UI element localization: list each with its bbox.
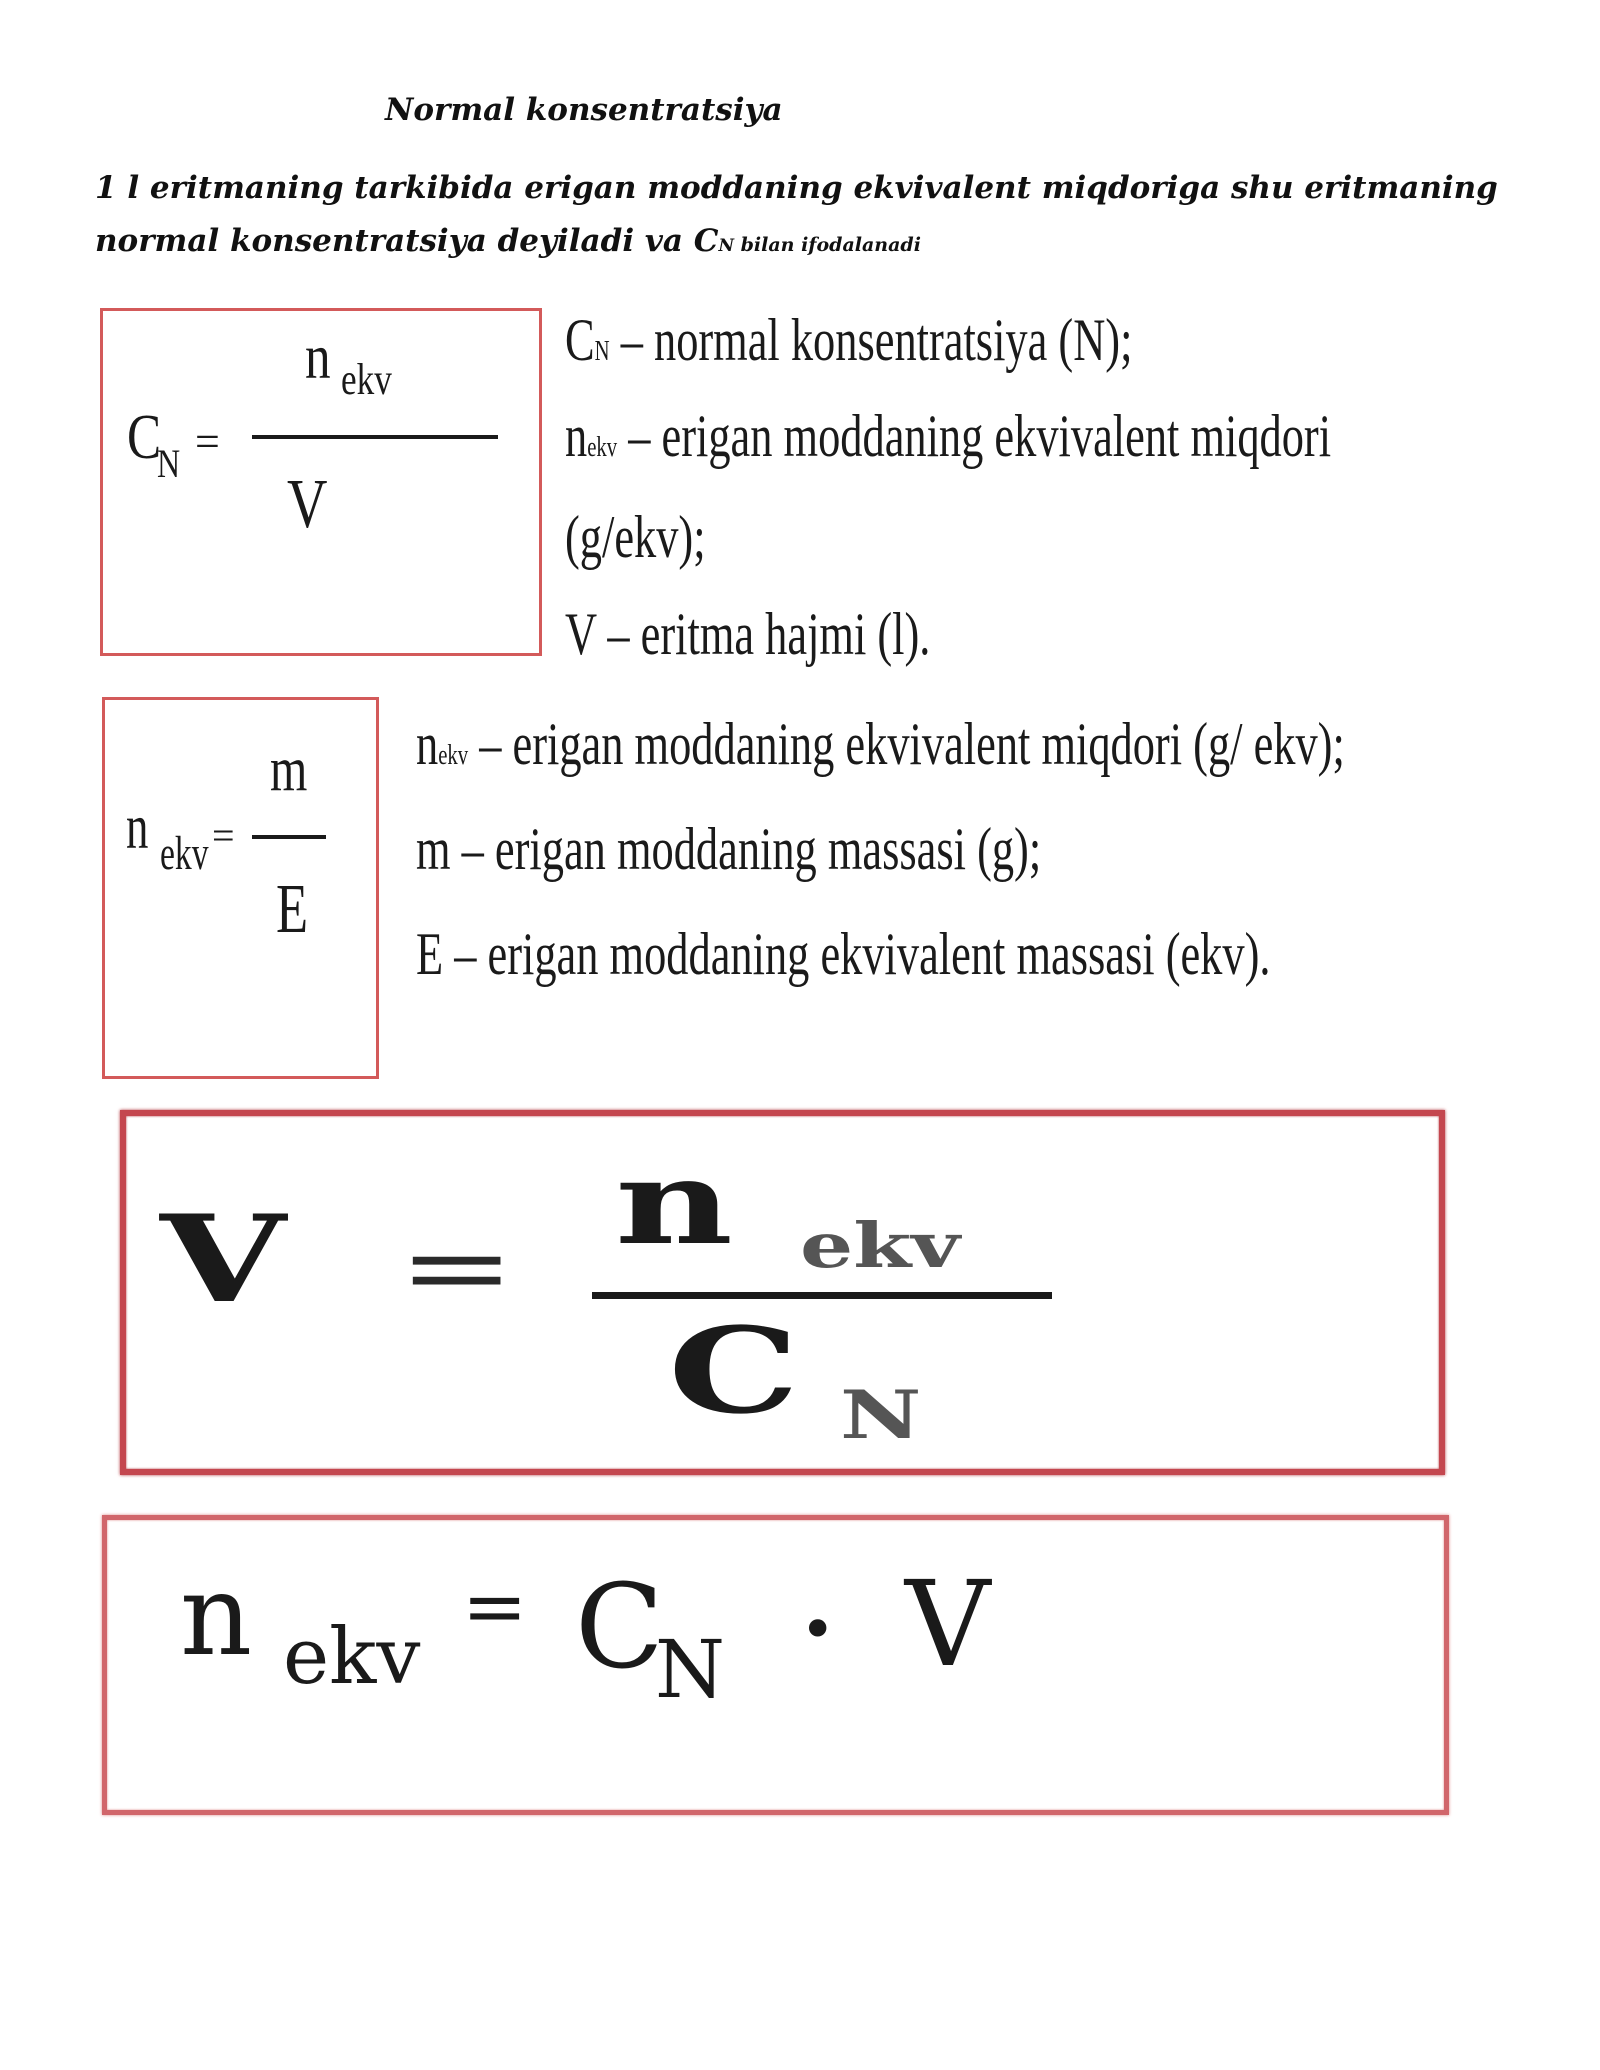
formula1-numerator-sub: ekv [341, 355, 392, 404]
formula3-lhs: V [160, 1189, 286, 1330]
formula1-denominator: V [287, 466, 328, 543]
page-title: Normal konsentratsiya [385, 92, 783, 128]
formula4-lhs: n [180, 1551, 253, 1681]
formula2-numerator: m [270, 733, 308, 804]
formula-box-equivalent-amount [102, 697, 379, 1079]
legend2-line-m: m – erigan moddaning massasi (g); [416, 816, 1042, 882]
definition-tail: bilan ifodalanadi [734, 234, 921, 256]
formula3-numerator-sub: ekv [800, 1209, 960, 1282]
formula3-equals: = [398, 1209, 516, 1326]
formula3-fraction-bar [592, 1292, 1052, 1299]
formula4-dot: • [800, 1595, 836, 1665]
legend1-line-v: V – eritma hajmi (l). [565, 601, 931, 667]
formula4-equals: = [462, 1562, 528, 1652]
formula3-numerator: n [615, 1135, 734, 1271]
formula4-term2: V [905, 1555, 991, 1693]
formula2-lhs-sub: ekv [160, 827, 209, 880]
definition-paragraph [95, 162, 1525, 273]
formula3-denominator: C [668, 1301, 800, 1440]
formula1-numerator: n [305, 321, 331, 392]
formula1-fraction-bar [252, 435, 498, 439]
legend2-line-nekv: nekv – erigan moddaning ekvivalent miqdori (g/ ekv); [416, 711, 1345, 777]
legend2-line-e: E – erigan moddaning ekvivalent massasi (ekv). [416, 921, 1271, 987]
definition-text: 1 l eritmaning tarkibida erigan moddaning ekvivalent miqdoriga shu eritmaning normal konsentratsiya deyiladi va [95, 170, 1498, 259]
legend1-line-unit: (g/ekv); [565, 504, 706, 570]
formula2-fraction-bar [252, 835, 326, 839]
formula4-term1: C [575, 1560, 664, 1695]
formula4-term1-sub: N [655, 1623, 725, 1716]
formula1-lhs: C [127, 401, 162, 472]
legend1-line-nekv: nekv – erigan moddaning ekvivalent miqdori [565, 403, 1332, 469]
definition-symbol-sub: N [718, 236, 735, 256]
formula2-lhs: n [126, 791, 149, 862]
formula3-denominator-sub: N [840, 1376, 922, 1454]
formula1-equals: = [195, 417, 220, 466]
formula1-lhs-sub: N [157, 441, 181, 486]
definition-symbol: C [693, 223, 719, 259]
legend1-line-cn: CN – normal konsentratsiya (N); [565, 307, 1133, 373]
formula2-denominator: E [276, 871, 309, 948]
formula4-lhs-sub: ekv [283, 1612, 421, 1702]
formula2-equals: = [212, 813, 235, 858]
